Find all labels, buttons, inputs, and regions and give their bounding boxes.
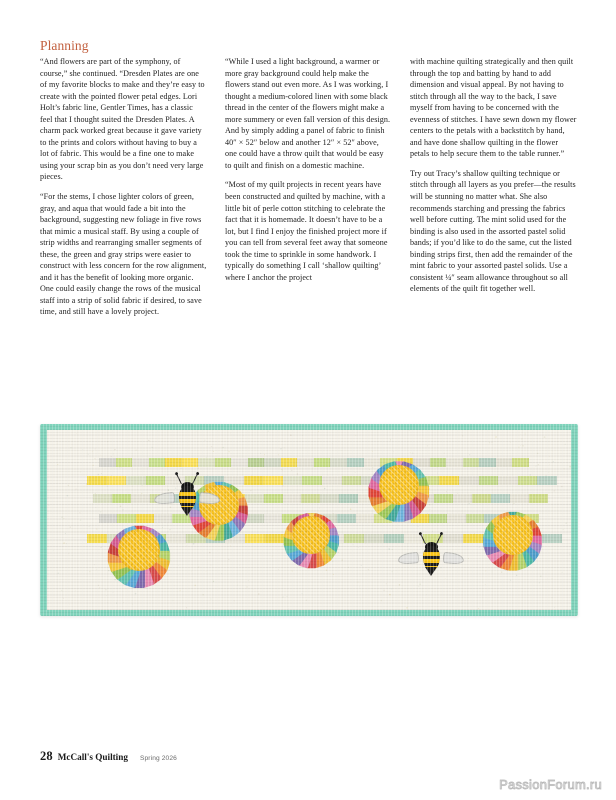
flower-center: [493, 515, 533, 555]
fabric-strip: [264, 458, 281, 467]
fabric-strip: [244, 476, 264, 485]
fabric-strip: [472, 494, 491, 503]
bee-tail: [425, 567, 437, 576]
fabric-strip: [264, 494, 283, 503]
paragraph: “And flowers are part of the symphony, of course,” she continued. “Dresden Plates are one of my favorite blocks to make and they’re easy to create with the pointed flower petal edges. Lori Holt’s fabric line, Gentler Times, has a classic feel that I thought suited the Dresden Plates. A charm pack worked great because it gave variety to the prints and colors without having to buy a lot of fabric. This would be a fine one to make using your scrap bin as you don’t need very large pieces.: [40, 57, 205, 182]
fabric-strip: [248, 458, 265, 467]
fabric-strip: [529, 494, 548, 503]
text-column-1: [40, 38, 207, 318]
fabric-strip: [198, 458, 215, 467]
fabric-strip: [479, 458, 496, 467]
fabric-strip: [342, 476, 362, 485]
fabric-strip: [463, 458, 480, 467]
dresden-plate-flower: [480, 502, 546, 568]
fabric-strip: [112, 494, 131, 503]
fabric-strip: [301, 494, 320, 503]
page-number: 28: [40, 749, 53, 763]
bee-antenna-icon: [176, 473, 182, 484]
fabric-strip: [297, 458, 314, 467]
fabric-strip: [496, 458, 513, 467]
fabric-strip: [264, 514, 282, 523]
fabric-strip: [281, 458, 298, 467]
fabric-strip: [245, 534, 265, 543]
issue-date: Spring 2026: [139, 755, 177, 762]
text-column-3: [410, 38, 577, 295]
fabric-strip: [215, 458, 232, 467]
fabric-strip: [537, 476, 557, 485]
bee-stripe: [423, 552, 440, 556]
fabric-strip: [149, 458, 166, 467]
strip-row: [99, 458, 529, 467]
fabric-strip: [132, 458, 149, 467]
fabric-strip: [337, 514, 355, 523]
fabric-strip: [344, 534, 364, 543]
fabric-strip: [107, 476, 127, 485]
fabric-strip: [283, 476, 303, 485]
text-column-2: [225, 38, 392, 283]
fabric-strip: [131, 494, 150, 503]
fabric-strip: [439, 476, 459, 485]
quilt-photo: [40, 424, 578, 616]
dresden-plate-flower: [365, 451, 433, 519]
dresden-plate-flower: [104, 515, 174, 585]
page-title: Planning: [40, 38, 89, 53]
fabric-strip: [93, 494, 112, 503]
flower-center: [118, 529, 160, 571]
fabric-strip: [116, 458, 133, 467]
quilt-top: [47, 430, 571, 610]
paragraph: Try out Tracy’s shallow quilting technique or stitch through all layers as you prefer—the results will be stunning no matter what. She also recommends starching and pressing the fabrics well before cutting. The mint solid used for the binding is also used in the assorted pastel solid bands; if you’d like to do the same, cut the listed binding strips first, then add the remainder of the mint fabric to your assorted pastel solids. Use a consistent ¼″ seam allowance throughout so all elements of the quilt fit together well.: [410, 168, 576, 294]
fabric-strip: [453, 494, 472, 503]
bee-stripe: [179, 492, 196, 496]
fabric-strip: [320, 494, 339, 503]
fabric-strip: [99, 458, 116, 467]
bee-tail: [181, 507, 193, 516]
strip-row: [87, 476, 557, 485]
fabric-strip: [87, 476, 107, 485]
paragraph: with machine quilting strategically and then quilt through the top and batting by hand to add dimension and visual appeal. By not having to stitch through all the way to the back, I save myself from having to be concerned with the evenness of stitches. I have sewn down my flower centers to the petals with a backstitch by hand, and have done shallow quilting in the flower petals to help secure them to the table runner.”: [410, 57, 577, 159]
fabric-strip: [347, 458, 364, 467]
fabric-strip: [263, 476, 283, 485]
flower-center: [199, 485, 239, 525]
fabric-strip: [498, 476, 518, 485]
fabric-strip: [99, 514, 117, 523]
publication-title: McCall's Quilting: [57, 752, 128, 762]
bee-stripe: [179, 499, 196, 503]
fabric-strip: [182, 458, 199, 467]
paragraph: “Most of my quilt projects in recent years have been constructed and quilted by machine, with a little bit of perle cotton stitching to celebrate the fact that it is homemade. It doesn’t have to be a lot, but I find I enjoy the finished project more if you can tell from several feet away that someone took the time to sprinkle in some handwork. I typically do something I call ‘shallow quilting’ where I anchor the project: [225, 180, 388, 282]
bee-applique: [170, 476, 204, 528]
paragraph: “While I used a light background, a warmer or more gray background could help make the flowers stand out even more. As I was working, I thought a medium-colored linen with some black thread in the center of the flowers might make a more summery or even fall version of this design. And by simply adding a panel of fabric to finish 40″ × 52″ below and another 12″ × 52″ above, one could have a throw quilt that would be easy to quilt and finish on a domestic machine.: [225, 57, 391, 170]
bee-applique: [414, 536, 448, 588]
fabric-strip: [384, 534, 404, 543]
fabric-strip: [356, 514, 374, 523]
fabric-strip: [364, 534, 384, 543]
article-columns: [40, 38, 578, 318]
fabric-strip: [231, 458, 248, 467]
fabric-strip: [339, 494, 358, 503]
watermark: PassionForum.ru: [499, 777, 602, 792]
bee-stripe: [423, 559, 440, 563]
fabric-strip: [447, 514, 465, 523]
fabric-strip: [466, 514, 484, 523]
fabric-strip: [479, 476, 499, 485]
bee-antenna-icon: [192, 473, 198, 484]
fabric-strip: [146, 476, 166, 485]
fabric-strip: [165, 458, 182, 467]
fabric-strip: [314, 458, 331, 467]
fabric-strip: [512, 458, 529, 467]
fabric-strip: [126, 476, 146, 485]
fabric-strip: [302, 476, 322, 485]
dresden-plate-flower: [280, 504, 342, 566]
fabric-strip: [459, 476, 479, 485]
fabric-strip: [430, 458, 447, 467]
quilt-binding: [40, 424, 578, 616]
fabric-strip: [283, 494, 302, 503]
bee-wing: [397, 552, 419, 565]
fabric-strip: [429, 514, 447, 523]
page-footer: [40, 749, 177, 764]
flower-center: [292, 516, 329, 553]
paragraph: “For the stems, I chose lighter colors of green, gray, and aqua that would fade a bit into the background, suggesting new foliage in five rows that mimic a musical staff. By using a couple of strip widths and rearranging smaller segments of these, the green and gray strips were easier to construct with less concern for the row alignment, and it has the benefit of looking more organic. One could easily change the rows of the musical staff into a strip of solid fabric if desired, to save time, and still have a lovely project.: [40, 192, 207, 317]
column-spacer: [225, 38, 392, 56]
bee-wing: [442, 552, 464, 565]
fabric-strip: [434, 494, 453, 503]
fabric-strip: [518, 476, 538, 485]
fabric-strip: [330, 458, 347, 467]
fabric-strip: [322, 476, 342, 485]
fabric-strip: [446, 458, 463, 467]
column-spacer: [410, 38, 577, 56]
